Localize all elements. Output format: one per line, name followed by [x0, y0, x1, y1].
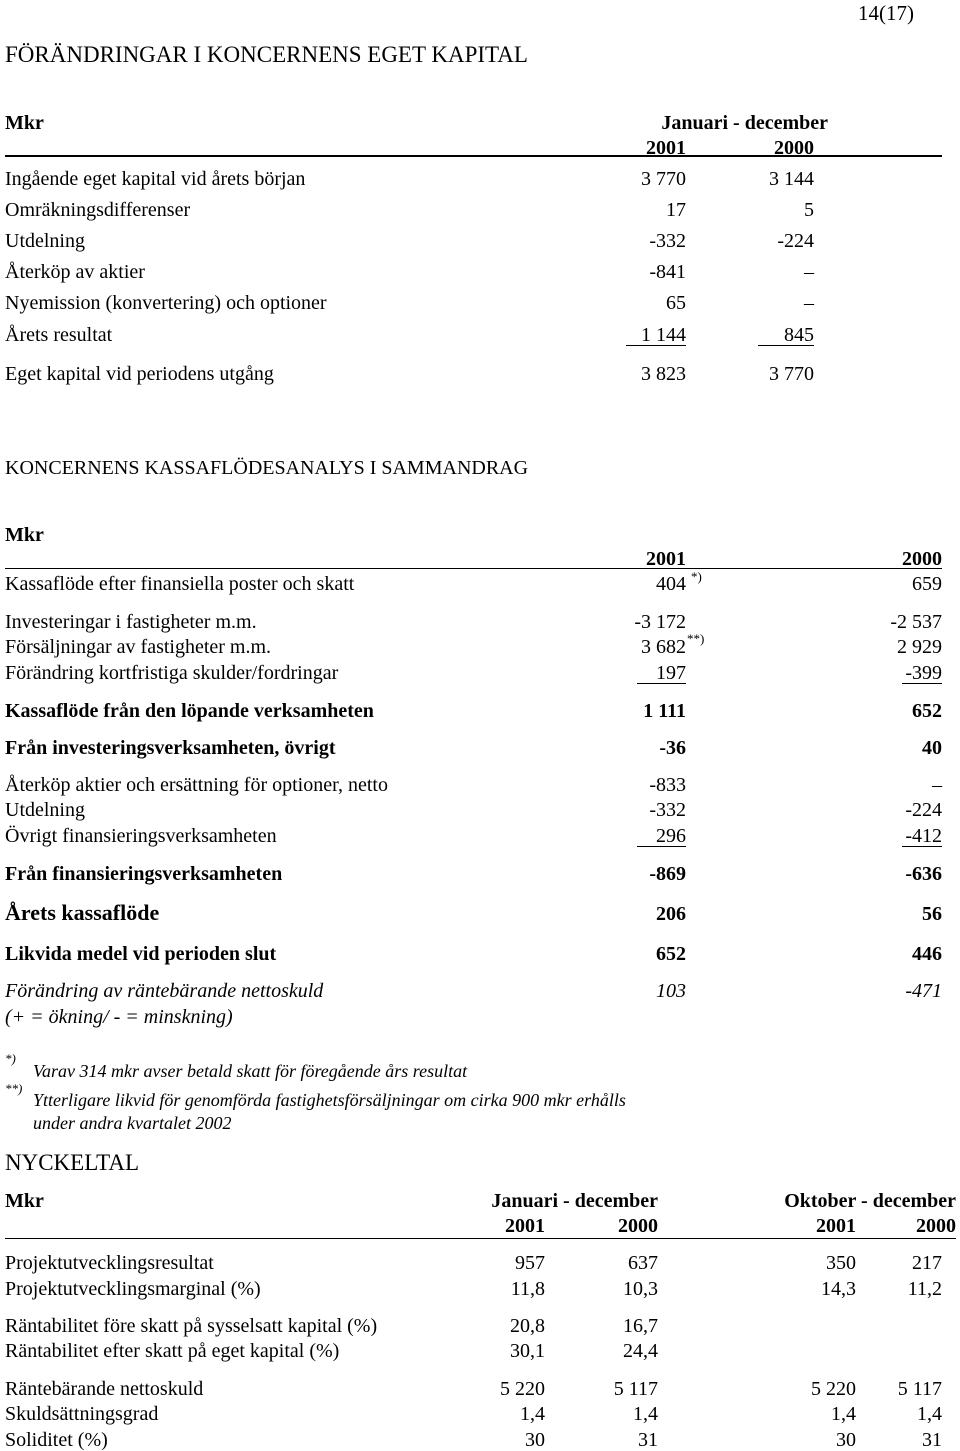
cashflow-row-label: Likvida medel vid perioden slut — [5, 943, 277, 965]
keyfigures-value: 20,8 — [510, 1315, 545, 1337]
cashflow-sum-rule-2001 — [637, 683, 686, 684]
keyfigures-value: 16,7 — [623, 1315, 658, 1337]
cashflow-row-label: Från investeringsverksamheten, övrigt — [5, 737, 336, 759]
cashflow-unit: Mkr — [5, 524, 44, 546]
cashflow-row-2001: 206 — [656, 903, 686, 925]
equity-row-label: Eget kapital vid periodens utgång — [5, 363, 274, 385]
keyfigures-value: 24,4 — [623, 1340, 658, 1362]
cashflow-sum-rule-2000 — [902, 846, 942, 847]
keyfigures-row-label: Soliditet (%) — [5, 1429, 108, 1451]
footnote-text: Varav 314 mkr avser betald skatt för föregående års resultat — [33, 1061, 468, 1081]
keyfigures-value: 1,4 — [831, 1403, 856, 1425]
equity-row-2001: -841 — [649, 261, 686, 283]
keyfigures-row-label: Räntabilitet efter skatt på eget kapital (%) — [5, 1340, 340, 1362]
equity-row-label: Nyemission (konvertering) och optioner — [5, 292, 327, 314]
keyfigures-row-label: Skuldsättningsgrad — [5, 1403, 159, 1425]
cashflow-row-2000: 659 — [912, 573, 942, 595]
cashflow-year-2001: 2001 — [646, 548, 686, 570]
cashflow-row-2001: -3 172 — [634, 611, 686, 633]
equity-row-2001: 3 770 — [641, 168, 686, 190]
equity-header-rule — [5, 155, 942, 157]
footnote-ref: *) — [691, 569, 702, 584]
cashflow-row-label: Kassaflöde från den löpande verksamheten — [5, 700, 374, 722]
keyfigures-value: 217 — [912, 1252, 942, 1274]
cashflow-row-2000: -2 537 — [890, 611, 942, 633]
cashflow-row-label: Försäljningar av fastigheter m.m. — [5, 636, 272, 658]
keyfigures-row-label: Projektutvecklingsmarginal (%) — [5, 1278, 261, 1300]
cashflow-row-2001: -833 — [649, 774, 686, 796]
equity-row-label: Årets resultat — [5, 324, 113, 346]
cashflow-row-2001: 197 — [656, 662, 686, 684]
equity-period: Januari - december — [661, 112, 828, 134]
cashflow-row-label: Förändring av räntebärande nettoskuld — [5, 980, 324, 1002]
keyfigures-period-quarter: Oktober - december — [784, 1190, 956, 1212]
keyfigures-header-rule — [5, 1238, 956, 1239]
equity-row-2000: -224 — [777, 230, 814, 252]
keyfigures-year: 2000 — [618, 1215, 658, 1237]
keyfigures-value: 5 117 — [613, 1378, 658, 1400]
equity-sum-rule-2000 — [758, 345, 814, 346]
equity-row-label: Ingående eget kapital vid årets början — [5, 168, 306, 190]
sign-note: (+ = ökning/ - = minskning) — [5, 1006, 233, 1028]
cashflow-row-2001: 296 — [656, 825, 686, 847]
keyfigures-year: 2001 — [505, 1215, 545, 1237]
keyfigures-value: 957 — [515, 1252, 545, 1274]
cashflow-row-label: Utdelning — [5, 799, 85, 821]
cashflow-row-2001: -869 — [649, 863, 686, 885]
cashflow-row-2000: 56 — [922, 903, 942, 925]
keyfigures-value: 5 220 — [811, 1378, 856, 1400]
equity-row-2001: 3 823 — [641, 363, 686, 385]
keyfigures-value: 11,2 — [907, 1278, 942, 1300]
cashflow-row-label: Årets kassaflöde — [5, 900, 160, 925]
keyfigures-value: 637 — [628, 1252, 658, 1274]
keyfigures-value: 5 117 — [897, 1378, 942, 1400]
keyfigures-value: 30 — [525, 1429, 545, 1451]
footnote-text: under andra kvartalet 2002 — [33, 1113, 232, 1133]
cashflow-row-label: Övrigt finansieringsverksamheten — [5, 825, 277, 847]
keyfigures-year: 2000 — [916, 1215, 956, 1237]
keyfigures-value: 10,3 — [623, 1278, 658, 1300]
cashflow-row-label: Förändring kortfristiga skulder/fordringar — [5, 662, 339, 684]
equity-row-2001: -332 — [649, 230, 686, 252]
cashflow-section-title: KONCERNENS KASSAFLÖDESANALYS I SAMMANDRAG — [5, 457, 529, 479]
cashflow-row-2001: 404 — [656, 573, 686, 595]
keyfigures-value: 350 — [826, 1252, 856, 1274]
keyfigures-value: 14,3 — [821, 1278, 856, 1300]
cashflow-row-2001: -332 — [649, 799, 686, 821]
cashflow-row-2000: -412 — [905, 825, 942, 847]
equity-unit: Mkr — [5, 112, 44, 134]
footnote-mark: **) — [5, 1081, 23, 1096]
cashflow-header-rule — [5, 568, 942, 569]
keyfigures-value: 1,4 — [633, 1403, 658, 1425]
cashflow-row-label: Investeringar i fastigheter m.m. — [5, 611, 257, 633]
footnote-mark: *) — [5, 1051, 16, 1066]
keyfigures-section-title: NYCKELTAL — [5, 1150, 140, 1175]
footnote-text: Ytterligare likvid för genomförda fastighetsförsäljningar om cirka 900 mkr erhålls — [33, 1090, 626, 1110]
equity-row-label: Utdelning — [5, 230, 85, 252]
equity-row-2000: 3 770 — [769, 363, 814, 385]
keyfigures-row-label: Räntebärande nettoskuld — [5, 1378, 204, 1400]
cashflow-row-2000: 2 929 — [897, 636, 942, 658]
keyfigures-row-label: Räntabilitet före skatt på sysselsatt kapital (%) — [5, 1315, 378, 1337]
keyfigures-year: 2001 — [816, 1215, 856, 1237]
equity-row-2000: – — [804, 292, 814, 314]
cashflow-sum-rule-2001 — [637, 846, 686, 847]
keyfigures-value: 31 — [638, 1429, 658, 1451]
cashflow-row-label: Kassaflöde efter finansiella poster och skatt — [5, 573, 355, 595]
equity-sum-rule-2001 — [626, 345, 686, 346]
cashflow-row-2000: 446 — [912, 943, 942, 965]
cashflow-row-2000: 652 — [912, 700, 942, 722]
cashflow-row-2000: -636 — [905, 863, 942, 885]
equity-section-title: FÖRÄNDRINGAR I KONCERNENS EGET KAPITAL — [5, 42, 528, 67]
keyfigures-value: 1,4 — [917, 1403, 942, 1425]
equity-row-2000: 3 144 — [769, 168, 814, 190]
page-number: 14(17) — [858, 1, 914, 25]
equity-row-2001: 17 — [666, 199, 686, 221]
keyfigures-row-label: Projektutvecklingsresultat — [5, 1252, 214, 1274]
cashflow-row-label: Återköp aktier och ersättning för optioner, netto — [5, 774, 388, 796]
equity-year-2000: 2000 — [774, 137, 814, 159]
keyfigures-value: 30,1 — [510, 1340, 545, 1362]
equity-row-label: Omräkningsdifferenser — [5, 199, 191, 221]
cashflow-row-2001: 103 — [656, 980, 686, 1002]
keyfigures-value: 11,8 — [510, 1278, 545, 1300]
equity-row-label: Återköp av aktier — [5, 261, 145, 283]
cashflow-row-2000: 40 — [922, 737, 942, 759]
equity-row-2000: 845 — [784, 324, 814, 346]
cashflow-year-2000: 2000 — [902, 548, 942, 570]
footnote-ref: **) — [687, 631, 705, 646]
cashflow-row-2001: 3 682 — [641, 636, 686, 658]
keyfigures-value: 31 — [922, 1429, 942, 1451]
equity-row-2001: 1 144 — [641, 324, 686, 346]
cashflow-row-2001: 1 111 — [643, 700, 686, 722]
equity-year-2001: 2001 — [646, 137, 686, 159]
cashflow-row-2000: -471 — [905, 980, 942, 1002]
cashflow-row-2000: -399 — [905, 662, 942, 684]
cashflow-row-2000: -224 — [905, 799, 942, 821]
cashflow-row-2001: -36 — [659, 737, 686, 759]
cashflow-row-label: Från finansieringsverksamheten — [5, 863, 283, 885]
keyfigures-value: 5 220 — [500, 1378, 545, 1400]
cashflow-row-2000: – — [932, 774, 942, 796]
keyfigures-unit: Mkr — [5, 1190, 44, 1212]
keyfigures-value: 30 — [836, 1429, 856, 1451]
cashflow-row-2001: 652 — [656, 943, 686, 965]
keyfigures-period-full-year: Januari - december — [491, 1190, 658, 1212]
equity-row-2000: – — [804, 261, 814, 283]
equity-row-2000: 5 — [804, 199, 814, 221]
keyfigures-value: 1,4 — [520, 1403, 545, 1425]
equity-row-2001: 65 — [666, 292, 686, 314]
cashflow-sum-rule-2000 — [902, 683, 942, 684]
